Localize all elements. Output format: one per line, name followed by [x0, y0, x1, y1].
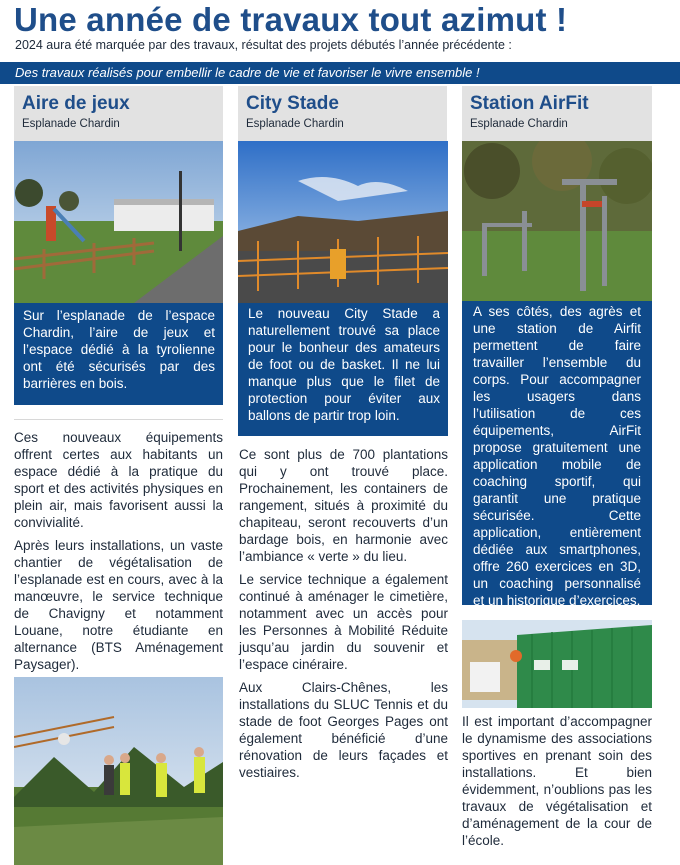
- paragraph: Après leurs installations, un vaste chantier de végétalisation de l’esplanade est en cours, avec à la manœuvre, le service technique de Chavigny et notamment Louane, notre étudiante en alternance (BTS Aménagement Paysager).: [14, 538, 223, 672]
- paragraph: Ces nouveaux équipements offrent certes aux habitants un espace dédié à la pratique du sport et des activités physiques en plein air, mais favorisent aussi la convivialité.: [14, 430, 223, 530]
- highlight-text: Sur l’esplanade de l’espace Chardin, l’aire de jeux et l’espace dédié à la tyrolienne ont été sécurisés par des barrières en bois.: [23, 308, 215, 391]
- paragraph: Il est important d’accompagner le dynamisme des associations sportives en prenant soin des installations. Et bien évidemment, n’oublions pas les travaux de végétalisation et d’aménagement de la cour de l’école.: [462, 714, 652, 848]
- section-location: Esplanade Chardin: [246, 118, 344, 130]
- highlight-box: [14, 303, 223, 405]
- paragraph: Aux Clairs-Chênes, les installations du SLUC Tennis et du stade de foot Georges Pages ont également bénéficié d’une rénovation de leurs façades et vestiaires.: [239, 680, 448, 780]
- section-heading: Station AirFit: [470, 93, 589, 114]
- highlight-text: Le nouveau City Stade a naturellement trouvé sa place pour le bonheur des amateurs de foot ou de basket. Il ne lui manque plus que le filet de protection pour éviter aux ballons de partir trop loin.: [248, 306, 440, 423]
- section-location: Esplanade Chardin: [22, 118, 120, 130]
- paragraph: Ce sont plus de 700 plantations qui y ont trouvé place. Prochainement, les containers de rangement, situés à proximité du chapiteau, seront recouverts d’un bardage bois, en harmonie avec l’ambiance « verte » du lieu.: [239, 447, 448, 564]
- section-header-aire-de-jeux: [14, 86, 223, 141]
- sports-building-photo: [462, 620, 652, 708]
- paragraph: Le service technique a également continué à aménager le cimetière, notamment avec un accès pour les Personnes à Mobilité Réduite jusqu’au jardin du souvenir et l’espace cinéraire.: [239, 572, 448, 672]
- airfit-photo: [462, 141, 652, 301]
- playground-photo: [14, 141, 223, 303]
- column-text: [462, 713, 652, 855]
- banner: Des travaux réalisés pour embellir le cadre de vie et favoriser le vivre ensemble !: [0, 62, 680, 84]
- section-header-city-stade: [238, 86, 447, 141]
- highlight-text: A ses côtés, des agrès et une station de Airfit permettent de faire travailler l’ensemble du corps. Pour accompagner les usagers dans l’utilisation de ces équipements, AirFit propose gratuitement une application mobile de coaching sportif, qui garantit une pratique sécurisée. Cette application, entièrement dédiée aux smartphones, offre 260 exercices en 3D, un coaching personnalisé et un historique d’exercices.: [473, 304, 641, 608]
- section-header-station-airfit: [462, 86, 652, 141]
- section-heading: Aire de jeux: [22, 93, 130, 114]
- column-divider: [14, 419, 223, 420]
- workers-photo: [14, 677, 223, 865]
- city-stade-photo: [238, 141, 448, 303]
- column-text: [239, 446, 448, 787]
- highlight-box: [238, 303, 448, 436]
- section-heading: City Stade: [246, 93, 339, 114]
- section-location: Esplanade Chardin: [470, 118, 568, 130]
- page-title: Une année de travaux tout azimut !: [14, 1, 568, 38]
- page-subtitle: 2024 aura été marquée par des travaux, résultat des projets débutés l’année précédente :: [15, 38, 512, 52]
- highlight-box: [462, 301, 652, 608]
- column-text: [14, 429, 223, 679]
